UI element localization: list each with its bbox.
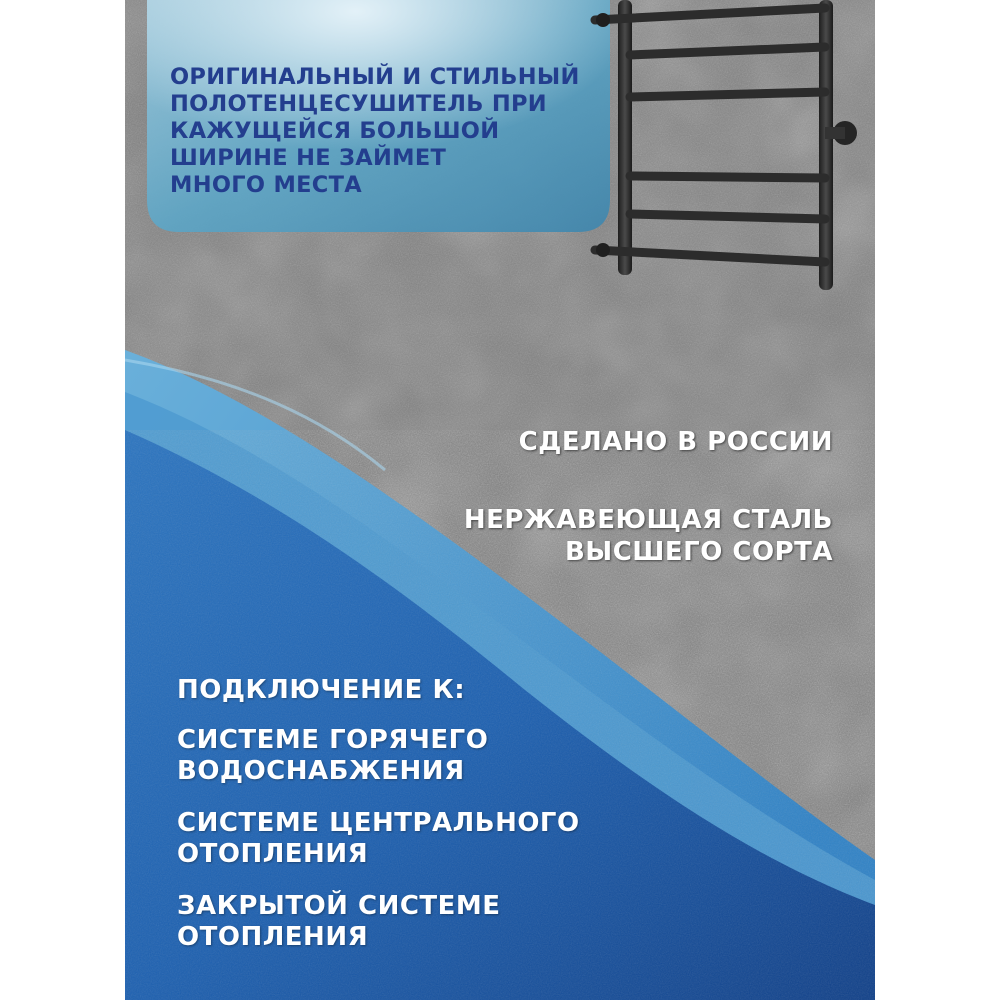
connection-line: СИСТЕМЕ ГОРЯЧЕГО — [177, 725, 489, 755]
intro-line: ПОЛОТЕНЦЕСУШИТЕЛЬ ПРИ — [170, 91, 547, 117]
connection-line: СИСТЕМЕ ЦЕНТРАЛЬНОГО — [177, 808, 580, 838]
feature-line: НЕРЖАВЕЮЩАЯ СТАЛЬ — [463, 505, 833, 535]
feature-line: СДЕЛАНО В РОССИИ — [518, 427, 833, 457]
feature-line: ВЫСШЕГО СОРТА — [564, 537, 833, 567]
connection-line: ОТОПЛЕНИЯ — [177, 922, 369, 952]
connection-title — [177, 675, 465, 706]
connection-line: ОТОПЛЕНИЯ — [177, 839, 369, 869]
intro-line: МНОГО МЕСТА — [170, 172, 362, 198]
connection-option-central-heating — [177, 808, 580, 870]
connection-option-hot-water — [177, 725, 488, 787]
feature-made-in-russia — [519, 426, 833, 458]
intro-line: КАЖУЩЕЙСЯ БОЛЬШОЙ — [170, 118, 500, 144]
connection-line: ЗАКРЫТОЙ СИСТЕМЕ — [177, 891, 501, 921]
connection-line: ВОДОСНАБЖЕНИЯ — [177, 756, 465, 786]
connection-option-closed-heating — [177, 891, 501, 953]
product-card — [125, 0, 875, 1000]
feature-stainless-steel — [464, 504, 833, 568]
intro-line: ШИРИНЕ НЕ ЗАЙМЕТ — [170, 145, 447, 171]
connection-title-text: ПОДКЛЮЧЕНИЕ К: — [177, 675, 466, 705]
intro-text — [170, 64, 640, 199]
intro-line: ОРИГИНАЛЬНЫЙ И СТИЛЬНЫЙ — [170, 64, 580, 90]
